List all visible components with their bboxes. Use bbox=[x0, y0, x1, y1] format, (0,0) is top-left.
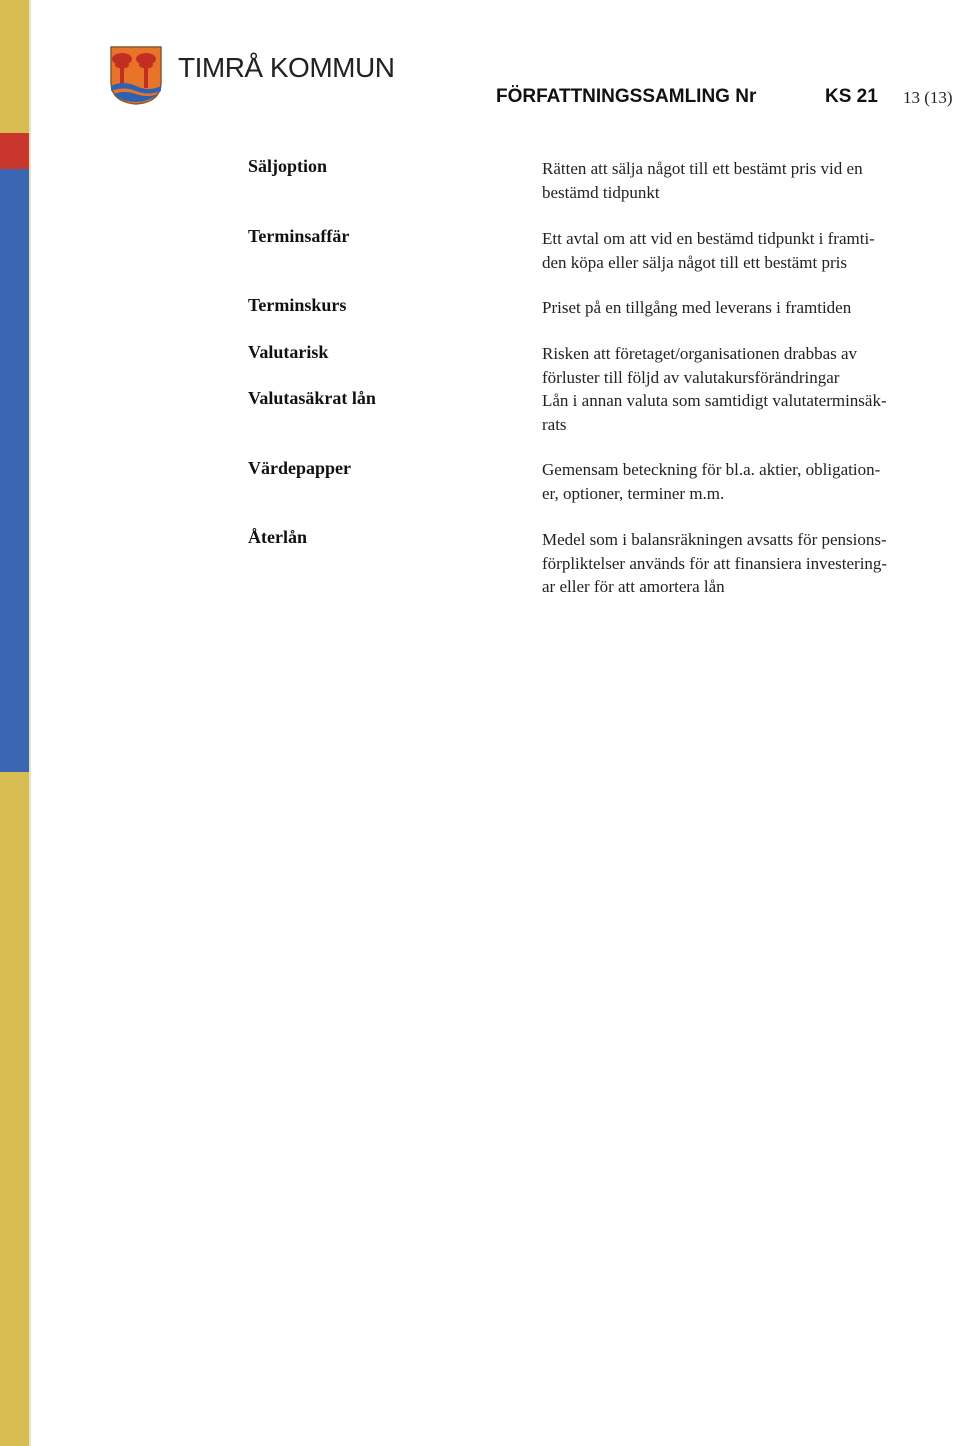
side-stripe-blue bbox=[0, 169, 29, 772]
glossary-definition-valutarisk bbox=[542, 342, 947, 389]
glossary-term-vardepapper: Värdepapper bbox=[248, 458, 351, 478]
glossary-definition-terminsaffar bbox=[542, 227, 947, 274]
glossary-definition-aterlan bbox=[542, 528, 947, 599]
definition-line: Priset på en tillgång med leverans i framtiden bbox=[542, 298, 852, 317]
definition-line: förpliktelser används för att finansiera investering- bbox=[542, 553, 888, 573]
glossary-definition-valutasakrat-lan bbox=[542, 389, 947, 436]
side-stripe-edge bbox=[29, 0, 31, 1446]
definition-line: Medel som i balansräkningen avsatts för pensions- bbox=[542, 530, 887, 549]
definition-line: den köpa eller sälja något till ett bestämt pris bbox=[542, 252, 847, 272]
page-number: 13 (13) bbox=[903, 88, 953, 107]
glossary-definition-saljoption bbox=[542, 157, 947, 204]
glossary-term-terminskurs: Terminskurs bbox=[248, 295, 347, 315]
definition-line: förluster till följd av valutakursförändringar bbox=[542, 367, 840, 387]
definition-line: Rätten att sälja något till ett bestämt pris vid en bbox=[542, 159, 863, 178]
document-code: KS 21 bbox=[825, 86, 878, 107]
glossary-term-aterlan: Återlån bbox=[248, 527, 307, 547]
definition-line: bestämd tidpunkt bbox=[542, 182, 660, 202]
municipal-coat-of-arms-logo bbox=[108, 44, 164, 106]
glossary-term-terminsaffar: Terminsaffär bbox=[248, 226, 350, 246]
side-stripe-gold-top bbox=[0, 0, 29, 133]
glossary-term-valutarisk: Valutarisk bbox=[248, 342, 329, 362]
glossary-term-valutasakrat-lan: Valutasäkrat lån bbox=[248, 388, 376, 408]
document-series-title: FÖRFATTNINGSSAMLING Nr bbox=[496, 86, 757, 107]
side-stripe-red bbox=[0, 133, 29, 169]
side-stripe-gold-bottom bbox=[0, 772, 29, 1446]
glossary-term-saljoption: Säljoption bbox=[248, 156, 328, 176]
definition-line: Risken att företaget/organisationen drabbas av bbox=[542, 344, 858, 363]
municipality-name: TIMRÅ KOMMUN bbox=[178, 52, 395, 83]
definition-line: ar eller för att amortera lån bbox=[542, 577, 725, 596]
definition-line: Ett avtal om att vid en bestämd tidpunkt i framti- bbox=[542, 229, 875, 248]
glossary-definition-terminskurs bbox=[542, 296, 947, 320]
definition-line: Gemensam beteckning för bl.a. aktier, obligation- bbox=[542, 460, 881, 479]
definition-line: er, optioner, terminer m.m. bbox=[542, 483, 725, 503]
glossary-definition-vardepapper bbox=[542, 458, 947, 505]
definition-line: Lån i annan valuta som samtidigt valutaterminsäk- bbox=[542, 391, 887, 410]
definition-line: rats bbox=[542, 414, 567, 434]
